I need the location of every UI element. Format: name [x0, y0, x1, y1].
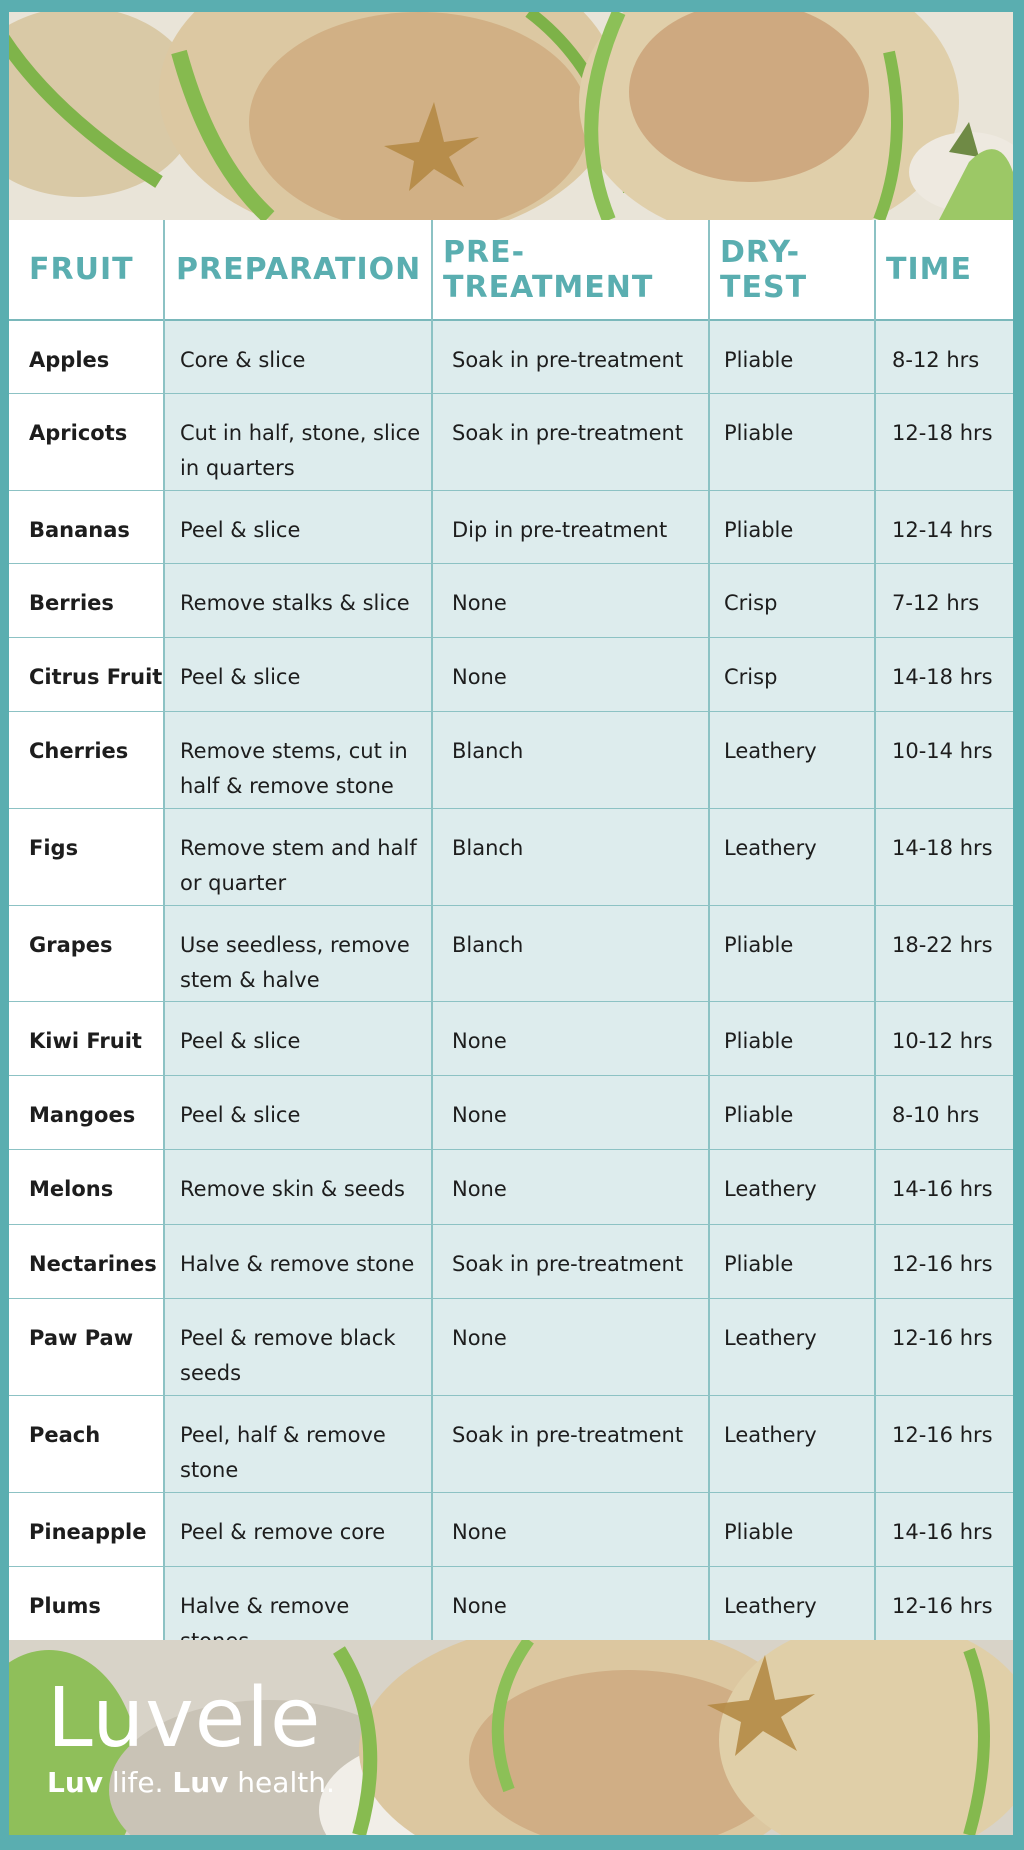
fruit-drying-table: [9, 220, 1013, 1640]
cell-drytest: Leathery: [709, 1567, 875, 1640]
cell-preparation: Use seedless, remove stem & halve: [164, 906, 432, 1001]
cell-fruit: Cherries: [9, 712, 164, 808]
cell-fruit: Melons: [9, 1150, 164, 1224]
cell-preparation: Cut in half, stone, slice in quarters: [164, 394, 432, 490]
cell-pretreatment: None: [432, 638, 709, 711]
table-row: [9, 1396, 1013, 1493]
table-row: [9, 564, 1013, 638]
cell-preparation: Core & slice: [164, 321, 432, 393]
tagline-health: health.: [228, 1766, 335, 1799]
cell-time: 14-18 hrs: [875, 809, 1013, 905]
cell-fruit: Paw Paw: [9, 1299, 164, 1395]
cell-fruit: Apricots: [9, 394, 164, 490]
cell-pretreatment: None: [432, 1002, 709, 1075]
infographic-frame: [9, 12, 1013, 1835]
cell-preparation: Peel & remove core: [164, 1493, 432, 1566]
table-row: [9, 1299, 1013, 1396]
header-preparation: PREPARATION: [176, 252, 422, 287]
cell-time: 14-16 hrs: [875, 1150, 1013, 1224]
cell-pretreatment: None: [432, 1493, 709, 1566]
cell-drytest: Pliable: [709, 491, 875, 563]
table-header-row: [9, 220, 1013, 321]
table-row: [9, 809, 1013, 906]
cell-fruit: Apples: [9, 321, 164, 393]
cell-pretreatment: None: [432, 1076, 709, 1149]
cell-fruit: Bananas: [9, 491, 164, 563]
cell-preparation: Halve & remove: [164, 1567, 432, 1640]
cell-time: 8-10 hrs: [875, 1076, 1013, 1149]
cell-time: 10-12 hrs: [875, 1002, 1013, 1075]
cell-pretreatment: Soak in pre-treatment: [432, 394, 709, 490]
cell-drytest: Leathery: [709, 1396, 875, 1492]
cell-drytest: Crisp: [709, 564, 875, 637]
cell-drytest: Leathery: [709, 712, 875, 808]
cell-drytest: Pliable: [709, 1002, 875, 1075]
cell-preparation: Remove stems, cut in half & remove stone: [164, 712, 432, 808]
table-row: [9, 1002, 1013, 1076]
cell-drytest: Pliable: [709, 1076, 875, 1149]
cell-preparation: Peel & remove black seeds: [164, 1299, 432, 1395]
cell-pretreatment: Blanch: [432, 906, 709, 1001]
cell-time: 12-16 hrs: [875, 1299, 1013, 1395]
table-row: [9, 321, 1013, 394]
cell-preparation: Peel & slice: [164, 638, 432, 711]
cell-preparation: Peel, half & remove stone: [164, 1396, 432, 1492]
table-row: [9, 491, 1013, 564]
tagline-luv: Luv: [172, 1766, 229, 1799]
tagline-life: life.: [103, 1766, 173, 1799]
table-row: [9, 1076, 1013, 1150]
cell-pretreatment: None: [432, 1567, 709, 1640]
cell-time: 12-16 hrs: [875, 1396, 1013, 1492]
bottom-photo-banner: [9, 1640, 1013, 1835]
brand-tagline: [47, 1768, 335, 1798]
table-row: [9, 394, 1013, 491]
table-row: [9, 1225, 1013, 1299]
cell-fruit: Grapes: [9, 906, 164, 1001]
cell-fruit: Pineapple: [9, 1493, 164, 1566]
cell-preparation: Remove stem and half or quarter: [164, 809, 432, 905]
cell-preparation: Remove stalks & slice: [164, 564, 432, 637]
cell-time: 12-18 hrs: [875, 394, 1013, 490]
column-divider: [431, 220, 433, 1640]
header-drytest: DRY-TEST: [720, 234, 808, 305]
cell-time: 12-16 hrs: [875, 1225, 1013, 1298]
cell-pretreatment: Dip in pre-treatment: [432, 491, 709, 563]
table-row: [9, 906, 1013, 1002]
column-divider: [708, 220, 710, 1640]
cell-drytest: Leathery: [709, 1150, 875, 1224]
cell-fruit: Mangoes: [9, 1076, 164, 1149]
cell-drytest: Pliable: [709, 321, 875, 393]
table-row: [9, 1567, 1013, 1640]
cell-preparation: Remove skin & seeds: [164, 1150, 432, 1224]
table-row: [9, 712, 1013, 809]
cell-drytest: Pliable: [709, 906, 875, 1001]
cell-fruit: Peach: [9, 1396, 164, 1492]
cell-time: 12-16 hrs: [875, 1567, 1013, 1640]
cell-pretreatment: None: [432, 1299, 709, 1395]
cell-drytest: Crisp: [709, 638, 875, 711]
dried-apple-photo: [9, 12, 1013, 220]
cell-pretreatment: None: [432, 1150, 709, 1224]
cell-preparation: Peel & slice: [164, 491, 432, 563]
cell-fruit: Berries: [9, 564, 164, 637]
cell-pretreatment: Soak in pre-treatment: [432, 1225, 709, 1298]
brand-name: Luvele: [47, 1671, 322, 1766]
cell-pretreatment: Blanch: [432, 809, 709, 905]
tagline-luv: Luv: [47, 1766, 104, 1799]
cell-time: 7-12 hrs: [875, 564, 1013, 637]
cell-drytest: Leathery: [709, 809, 875, 905]
cell-fruit: Figs: [9, 809, 164, 905]
cell-pretreatment: Blanch: [432, 712, 709, 808]
header-pretreatment: PRE-TREATMENT: [443, 234, 654, 305]
cell-pretreatment: Soak in pre-treatment: [432, 321, 709, 393]
cell-drytest: Pliable: [709, 1493, 875, 1566]
cell-fruit: Nectarines: [9, 1225, 164, 1298]
cell-drytest: Pliable: [709, 394, 875, 490]
header-time: TIME: [886, 252, 972, 287]
cell-time: 18-22 hrs: [875, 906, 1013, 1001]
cell-drytest: Pliable: [709, 1225, 875, 1298]
cell-fruit: Kiwi Fruit: [9, 1002, 164, 1075]
cell-pretreatment: None: [432, 564, 709, 637]
cell-time: 10-14 hrs: [875, 712, 1013, 808]
cell-preparation: Peel & slice: [164, 1002, 432, 1075]
header-fruit: FRUIT: [29, 252, 134, 287]
top-photo-banner: [9, 12, 1013, 220]
cell-time: 14-18 hrs: [875, 638, 1013, 711]
table-row: [9, 638, 1013, 712]
cell-fruit: Citrus Fruit: [9, 638, 164, 711]
table-row: [9, 1150, 1013, 1225]
cell-time: 8-12 hrs: [875, 321, 1013, 393]
cell-preparation: Peel & slice: [164, 1076, 432, 1149]
cell-time: 12-14 hrs: [875, 491, 1013, 563]
cell-preparation: Halve & remove stone: [164, 1225, 432, 1298]
brand-logo: [47, 1671, 335, 1799]
cell-fruit: Plums: [9, 1567, 164, 1640]
cell-drytest: Leathery: [709, 1299, 875, 1395]
table-row: [9, 1493, 1013, 1567]
cell-pretreatment: Soak in pre-treatment: [432, 1396, 709, 1492]
column-divider: [874, 220, 876, 1640]
column-divider: [163, 220, 165, 1640]
cell-time: 14-16 hrs: [875, 1493, 1013, 1566]
